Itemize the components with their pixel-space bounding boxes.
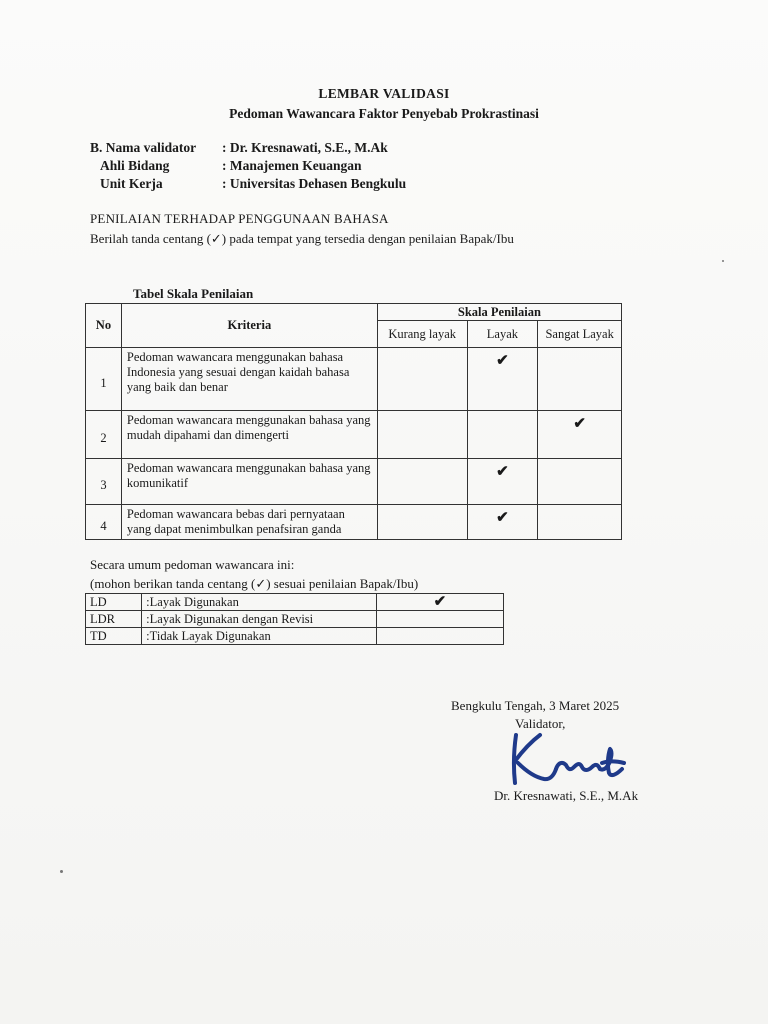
signer-name: Dr. Kresnawati, S.E., M.Ak [494,788,639,803]
row-kriteria: Pedoman wawancara menggunakan bahasa Indonesia yang sesuai dengan kaidah bahasa yang baik dan benar [121,348,377,411]
section-instruction: Berilah tanda centang (✓) pada tempat yang tersedia dengan penilaian Bapak/Ibu [90,231,514,246]
info-label: Ahli Bidang [100,158,170,173]
document-title: LEMBAR VALIDASI [318,86,450,101]
decision-mark [376,611,503,628]
table-row [86,348,622,411]
validator-info [90,140,406,194]
row-kriteria: Pedoman wawancara menggunakan bahasa yang mudah dipahami dan dimengerti [121,411,377,459]
row-number: 3 [86,459,122,505]
place-date: Bengkulu Tengah, 3 Maret 2025 [451,698,620,713]
mark-sangat-layak [538,459,622,505]
info-label: B. Nama validator [90,140,197,155]
scale-table [85,303,622,540]
row-number: 2 [86,411,122,459]
document-subtitle: Pedoman Wawancara Faktor Penyebab Prokrastinasi [229,106,539,121]
mark-layak: ✔ [467,348,538,411]
decision-code: LDR [86,611,142,628]
signature-mark [494,727,634,789]
table-row [86,611,504,628]
decision-code: TD [86,628,142,645]
mark-sangat-layak: ✔ [538,411,622,459]
decision-desc: :Layak Digunakan [142,594,377,611]
info-value: : Universitas Dehasen Bengkulu [222,176,407,191]
row-kriteria: Pedoman wawancara menggunakan bahasa yang komunikatif [121,459,377,505]
info-label: Unit Kerja [100,176,163,191]
mark-sangat-layak [538,348,622,411]
scale-table-caption: Tabel Skala Penilaian [133,286,254,301]
decision-table [85,593,504,645]
scan-speck [60,870,63,873]
decision-desc: :Layak Digunakan dengan Revisi [142,611,377,628]
mark-layak: ✔ [467,505,538,540]
header-no: No [86,304,122,348]
section-heading: PENILAIAN TERHADAP PENGGUNAAN BAHASA [90,211,389,226]
info-row-unit [90,176,406,194]
mark-kurang-layak [377,348,467,411]
row-number: 1 [86,348,122,411]
decision-mark: ✔ [376,594,503,611]
table-row [86,459,622,505]
mark-layak [467,411,538,459]
summary-note: (mohon berikan tanda centang (✓) sesuai penilaian Bapak/Ibu) [90,576,419,591]
table-row [86,594,504,611]
mark-layak: ✔ [467,459,538,505]
mark-kurang-layak [377,505,467,540]
decision-desc: :Tidak Layak Digunakan [142,628,377,645]
validator-role: Validator, [515,716,566,731]
table-row [86,505,622,540]
row-number: 4 [86,505,122,540]
summary-text: Secara umum pedoman wawancara ini: [90,557,295,572]
header-kurang-layak: Kurang layak [377,321,467,348]
table-row [86,628,504,645]
decision-code: LD [86,594,142,611]
info-value: : Dr. Kresnawati, S.E., M.Ak [222,140,388,155]
scan-speck [722,260,724,262]
header-kriteria: Kriteria [121,304,377,348]
decision-mark [376,628,503,645]
header-skala-group: Skala Penilaian [377,304,621,321]
header-sangat-layak: Sangat Layak [538,321,622,348]
info-value: : Manajemen Keuangan [222,158,362,173]
table-header-row [86,304,622,321]
row-kriteria: Pedoman wawancara bebas dari pernyataan yang dapat menimbulkan penafsiran ganda [121,505,377,540]
mark-sangat-layak [538,505,622,540]
info-row-field [90,158,406,176]
mark-kurang-layak [377,459,467,505]
mark-kurang-layak [377,411,467,459]
header-layak: Layak [467,321,538,348]
info-row-name [90,140,406,158]
table-row [86,411,622,459]
